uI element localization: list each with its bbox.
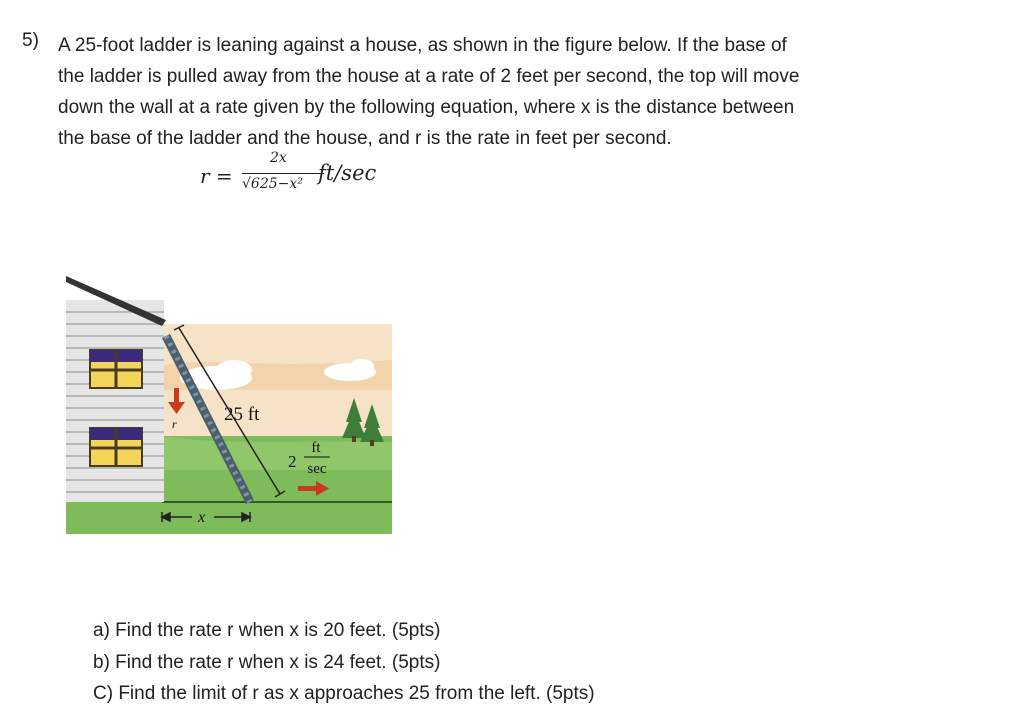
- problem-line: A 25-foot ladder is leaning against a house, as shown in the figure below. If the base of: [58, 35, 787, 56]
- equation-lhs: r =: [200, 164, 233, 188]
- equation-denominator: √625−x²: [242, 176, 303, 192]
- question-c: C) Find the limit of r as x approaches 25 from the left. (5pts): [93, 683, 595, 704]
- rate-equation: [200, 150, 460, 200]
- speed-unit-numerator: ft: [311, 440, 321, 456]
- window-upper: [90, 350, 142, 388]
- speed-number: 2: [288, 452, 297, 471]
- ladder-figure: [66, 270, 396, 536]
- equation-unit: ft/sec: [318, 161, 377, 185]
- problem-line: the base of the ladder and the house, and r is the rate in feet per second.: [58, 128, 672, 149]
- rate-label: r: [172, 417, 177, 431]
- problem-line: the ladder is pulled away from the house at a rate of 2 feet per second, the top will move: [58, 66, 800, 87]
- problem-text: [58, 30, 958, 154]
- ladder-length-label: 25 ft: [224, 404, 260, 425]
- x-label: x: [198, 509, 206, 526]
- question-a: a) Find the rate r when x is 20 feet. (5pts): [93, 620, 441, 641]
- speed-unit-denominator: sec: [307, 461, 327, 477]
- problem-line: down the wall at a rate given by the following equation, where x is the distance between: [58, 97, 795, 118]
- window-lower: [90, 428, 142, 466]
- questions: [93, 615, 595, 710]
- equation-numerator: 2x: [270, 150, 287, 166]
- question-b: b) Find the rate r when x is 24 feet. (5pts): [93, 651, 441, 673]
- problem-number: 5): [22, 30, 39, 51]
- house-wall: [66, 300, 164, 502]
- fraction-bar: [242, 173, 324, 174]
